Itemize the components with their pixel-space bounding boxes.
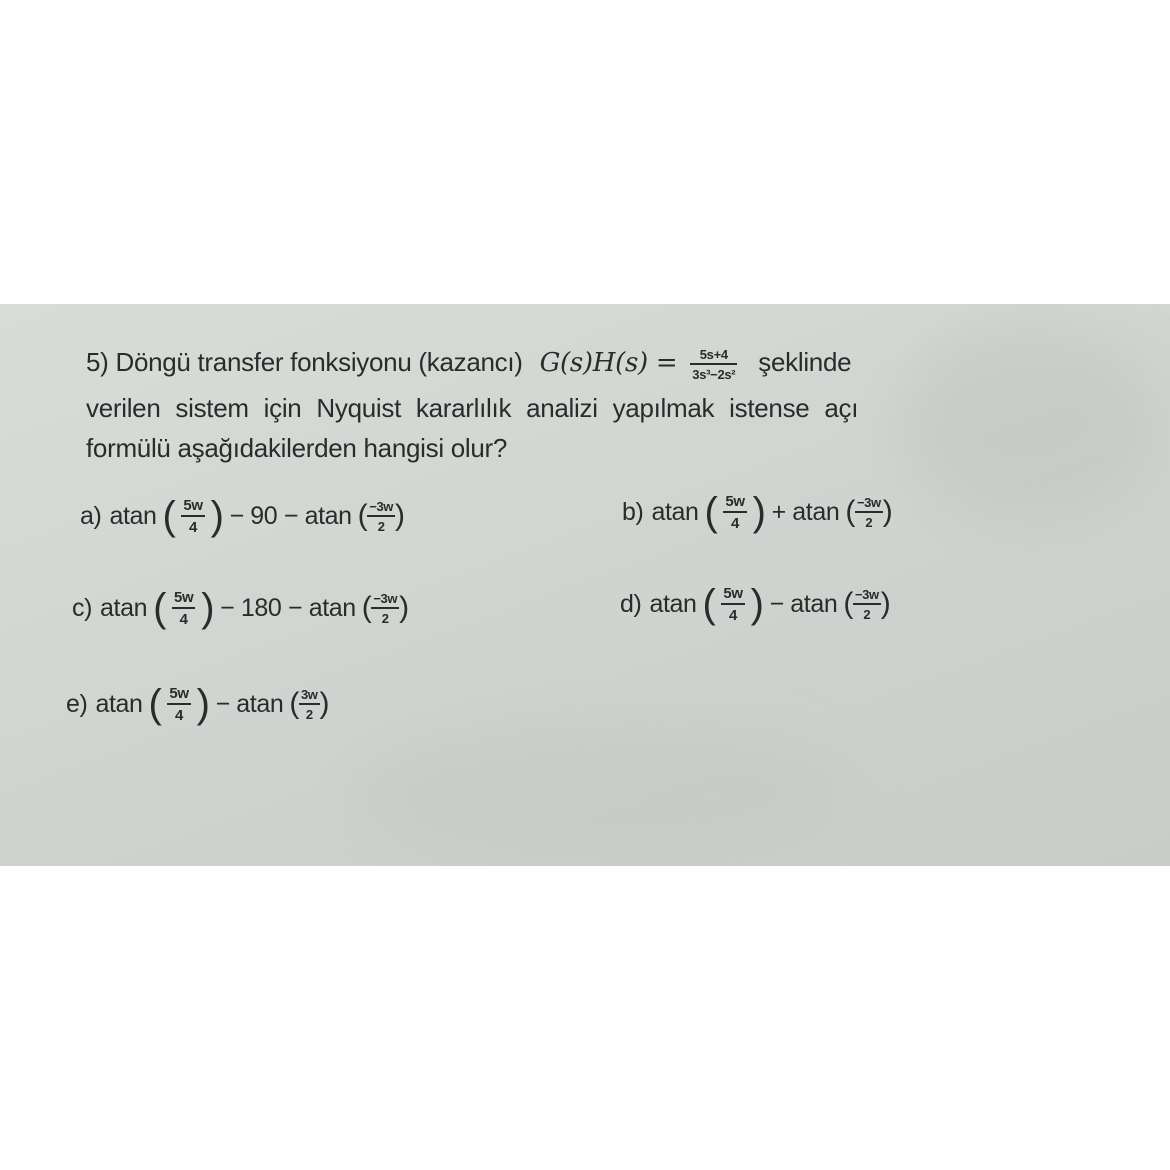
option-func: atan: [109, 501, 157, 530]
option-d[interactable]: [620, 584, 890, 624]
term-denominator: 2: [863, 606, 871, 622]
question-line1-end: şeklinde: [758, 347, 852, 377]
option-func: atan: [651, 497, 699, 526]
option-label: c): [72, 593, 93, 622]
term-denominator: 2: [305, 706, 313, 722]
option-term-1: ( $\frac{5w}{4}$ ): [148, 682, 210, 726]
option-func: atan: [95, 689, 143, 718]
option-b[interactable]: [622, 492, 892, 532]
term-numerator: −3w: [855, 496, 883, 513]
option-label: d): [620, 589, 642, 618]
option-middle: − 90 − atan: [229, 501, 352, 530]
paper-shadow: [900, 324, 1160, 524]
question-line-3: formülü aşağıdakilerden hangisi olur?: [86, 433, 508, 463]
option-term-1: ( $\frac{5w}{4}$ ): [153, 586, 215, 630]
transfer-numerator: 5s+4: [690, 348, 737, 365]
option-term-2: ( $\frac{-3w}{2}$ ): [361, 590, 409, 626]
option-e[interactable]: [66, 684, 329, 724]
paper-photo: [0, 304, 1170, 866]
term-numerator: −3w: [853, 588, 881, 605]
term-numerator: 5w: [721, 586, 744, 605]
term-numerator: −3w: [367, 500, 395, 517]
term-numerator: 5w: [723, 494, 746, 513]
option-func: atan: [649, 589, 697, 618]
transfer-fraction: [690, 348, 737, 381]
option-term-2: ( $\frac{3w}{2}$ ): [289, 686, 330, 722]
option-term-2: ( $\frac{-3w}{2}$ ): [843, 586, 891, 622]
term-numerator: 5w: [181, 498, 204, 517]
option-a[interactable]: [80, 496, 405, 536]
paper-shadow: [350, 724, 850, 864]
term-denominator: 4: [175, 706, 183, 724]
term-numerator: 3w: [299, 688, 320, 705]
option-term-2: ( $\frac{-3w}{2}$ ): [845, 494, 893, 530]
question-intro: Döngü transfer fonksiyonu (kazancı): [115, 347, 523, 377]
term-denominator: 2: [865, 514, 873, 530]
transfer-denominator: 3s³−2s²: [692, 366, 736, 382]
option-term-1: ( $\frac{5w}{4}$ ): [704, 490, 766, 534]
option-middle: + atan: [771, 497, 840, 526]
term-denominator: 4: [179, 610, 188, 628]
option-label: e): [66, 689, 88, 718]
term-numerator: 5w: [172, 590, 195, 609]
option-c[interactable]: [72, 588, 409, 628]
option-middle: − 180 − atan: [220, 593, 356, 622]
term-denominator: 2: [377, 518, 385, 534]
option-label: b): [622, 497, 644, 526]
option-middle: − atan: [769, 589, 838, 618]
term-denominator: 2: [381, 610, 389, 626]
option-term-2: ( $\frac{-3w}{2}$ ): [357, 498, 405, 534]
option-label: a): [80, 501, 102, 530]
question-line-2: verilen sistem için Nyquist kararlılık analizi yapılmak istense açı: [86, 393, 859, 423]
term-denominator: 4: [729, 606, 737, 624]
option-middle: − atan: [215, 689, 284, 718]
function-label: G(s)H(s) =: [539, 348, 678, 378]
term-denominator: 4: [731, 514, 739, 532]
option-term-1: ( $\frac{5w}{4}$ ): [702, 582, 764, 626]
term-numerator: −3w: [371, 592, 399, 609]
question-number: 5): [86, 347, 109, 377]
term-numerator: 5w: [167, 686, 190, 705]
question-line-1: [86, 342, 851, 383]
term-denominator: 4: [189, 518, 197, 536]
option-term-1: ( $\frac{5w}{4}$ ): [162, 494, 224, 538]
option-func: atan: [100, 593, 148, 622]
